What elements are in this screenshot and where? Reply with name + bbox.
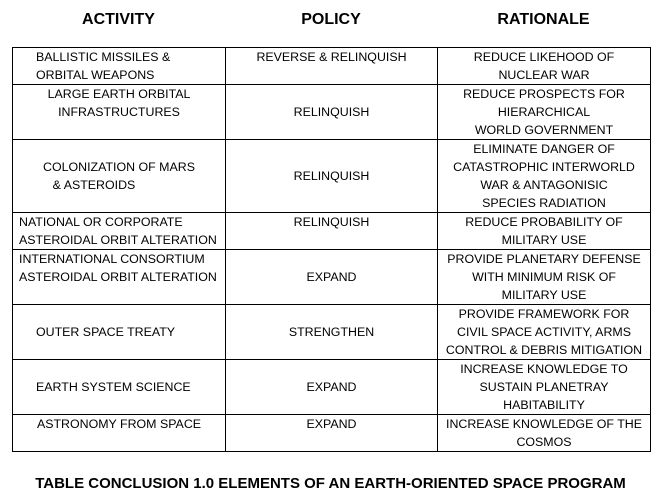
activity-cell [13, 140, 226, 213]
rationale-line: PROVIDE FRAMEWORK FOR [458, 307, 630, 321]
rationale-line: INCREASE KNOWLEDGE OF THE [446, 417, 642, 431]
activity-line: INFRASTRUCTURES [58, 105, 180, 119]
rationale-cell [438, 305, 651, 360]
policy-cell [226, 305, 438, 360]
rationale-line: SUSTAIN PLANETRAY [479, 380, 609, 394]
activity-cell [13, 85, 226, 140]
policy-text: RELINQUISH [293, 215, 370, 229]
activity-line: INTERNATIONAL CONSORTIUM [19, 252, 205, 266]
activity-cell [13, 360, 226, 415]
rationale-cell [438, 85, 651, 140]
rationale-line: SPECIES RADIATION [482, 196, 606, 210]
rationale-line: REDUCE PROSPECTS FOR [463, 87, 625, 101]
rationale-cell [438, 213, 651, 250]
rationale-line: HABITABILITY [503, 398, 585, 412]
table-row [13, 415, 651, 452]
rationale-cell [438, 250, 651, 305]
policy-cell [226, 415, 438, 452]
policy-cell [226, 140, 438, 213]
rationale-line: ELIMINATE DANGER OF [473, 142, 615, 156]
table-row [13, 140, 651, 213]
policy-text: STRENGTHEN [288, 325, 375, 339]
policy-text: EXPAND [306, 270, 357, 284]
policy-cell [226, 85, 438, 140]
activity-line: NATIONAL OR CORPORATE [19, 215, 183, 229]
rationale-cell [438, 415, 651, 452]
activity-line: OUTER SPACE TREATY [36, 325, 176, 339]
table-caption: TABLE CONCLUSION 1.0 ELEMENTS OF AN EARTH-ORIENTED SPACE PROGRAM [35, 475, 626, 492]
rationale-line: WAR & ANTAGONISIC [480, 178, 608, 192]
activity-cell [13, 48, 226, 85]
rationale-line: REDUCE LIKEHOOD OF [473, 50, 615, 64]
header-activity: ACTIVITY [82, 11, 155, 28]
table-row [13, 250, 651, 305]
rationale-line: CIVIL SPACE ACTIVITY, ARMS [457, 325, 631, 339]
header-policy: POLICY [301, 11, 361, 28]
policy-cell [226, 250, 438, 305]
policy-text: REVERSE & RELINQUISH [256, 50, 407, 64]
activity-line: EARTH SYSTEM SCIENCE [36, 380, 191, 394]
policy-text: RELINQUISH [293, 105, 370, 119]
table-row [13, 48, 651, 85]
policy-cell [226, 213, 438, 250]
rationale-line: WORLD GOVERNMENT [474, 123, 614, 137]
table-row [13, 213, 651, 250]
rationale-line: COSMOS [516, 435, 572, 449]
rationale-line: PROVIDE PLANETARY DEFENSE [447, 252, 641, 266]
column-headers [12, 10, 650, 30]
rationale-line: HIERARCHICAL [497, 105, 591, 119]
policy-cell [226, 360, 438, 415]
activity-line: ASTRONOMY FROM SPACE [36, 417, 202, 431]
header-rationale: RATIONALE [497, 11, 590, 28]
rationale-line: CATASTROPHIC INTERWORLD [453, 160, 635, 174]
rationale-line: WITH MINIMUM RISK OF [472, 270, 616, 284]
activity-line: ORBITAL WEAPONS [36, 68, 155, 82]
rationale-cell [438, 140, 651, 213]
activity-line: BALLISTIC MISSILES & [36, 50, 171, 64]
rationale-line: REDUCE PROBABILITY OF [465, 215, 623, 229]
activity-line: & ASTEROIDS [52, 178, 136, 192]
activity-cell [13, 250, 226, 305]
rationale-cell [438, 360, 651, 415]
policy-text: EXPAND [306, 380, 357, 394]
table-row [13, 305, 651, 360]
policy-text: RELINQUISH [293, 169, 370, 183]
policy-cell [226, 48, 438, 85]
activity-line: ASTEROIDAL ORBIT ALTERATION [19, 270, 217, 284]
rationale-line: MILITARY USE [501, 233, 587, 247]
activity-line: ASTEROIDAL ORBIT ALTERATION [19, 233, 217, 247]
activity-line: COLONIZATION OF MARS [43, 160, 195, 174]
activity-line: LARGE EARTH ORBITAL [47, 87, 191, 101]
rationale-line: MILITARY USE [501, 288, 587, 302]
activity-cell [13, 415, 226, 452]
rationale-line: CONTROL & DEBRIS MITIGATION [445, 343, 643, 357]
activity-cell [13, 305, 226, 360]
policy-text: EXPAND [306, 417, 357, 431]
rationale-line: INCREASE KNOWLEDGE TO [460, 362, 628, 376]
table-row [13, 360, 651, 415]
space-program-table [12, 47, 651, 452]
rationale-line: NUCLEAR WAR [498, 68, 590, 82]
rationale-cell [438, 48, 651, 85]
activity-cell [13, 213, 226, 250]
table-row [13, 85, 651, 140]
